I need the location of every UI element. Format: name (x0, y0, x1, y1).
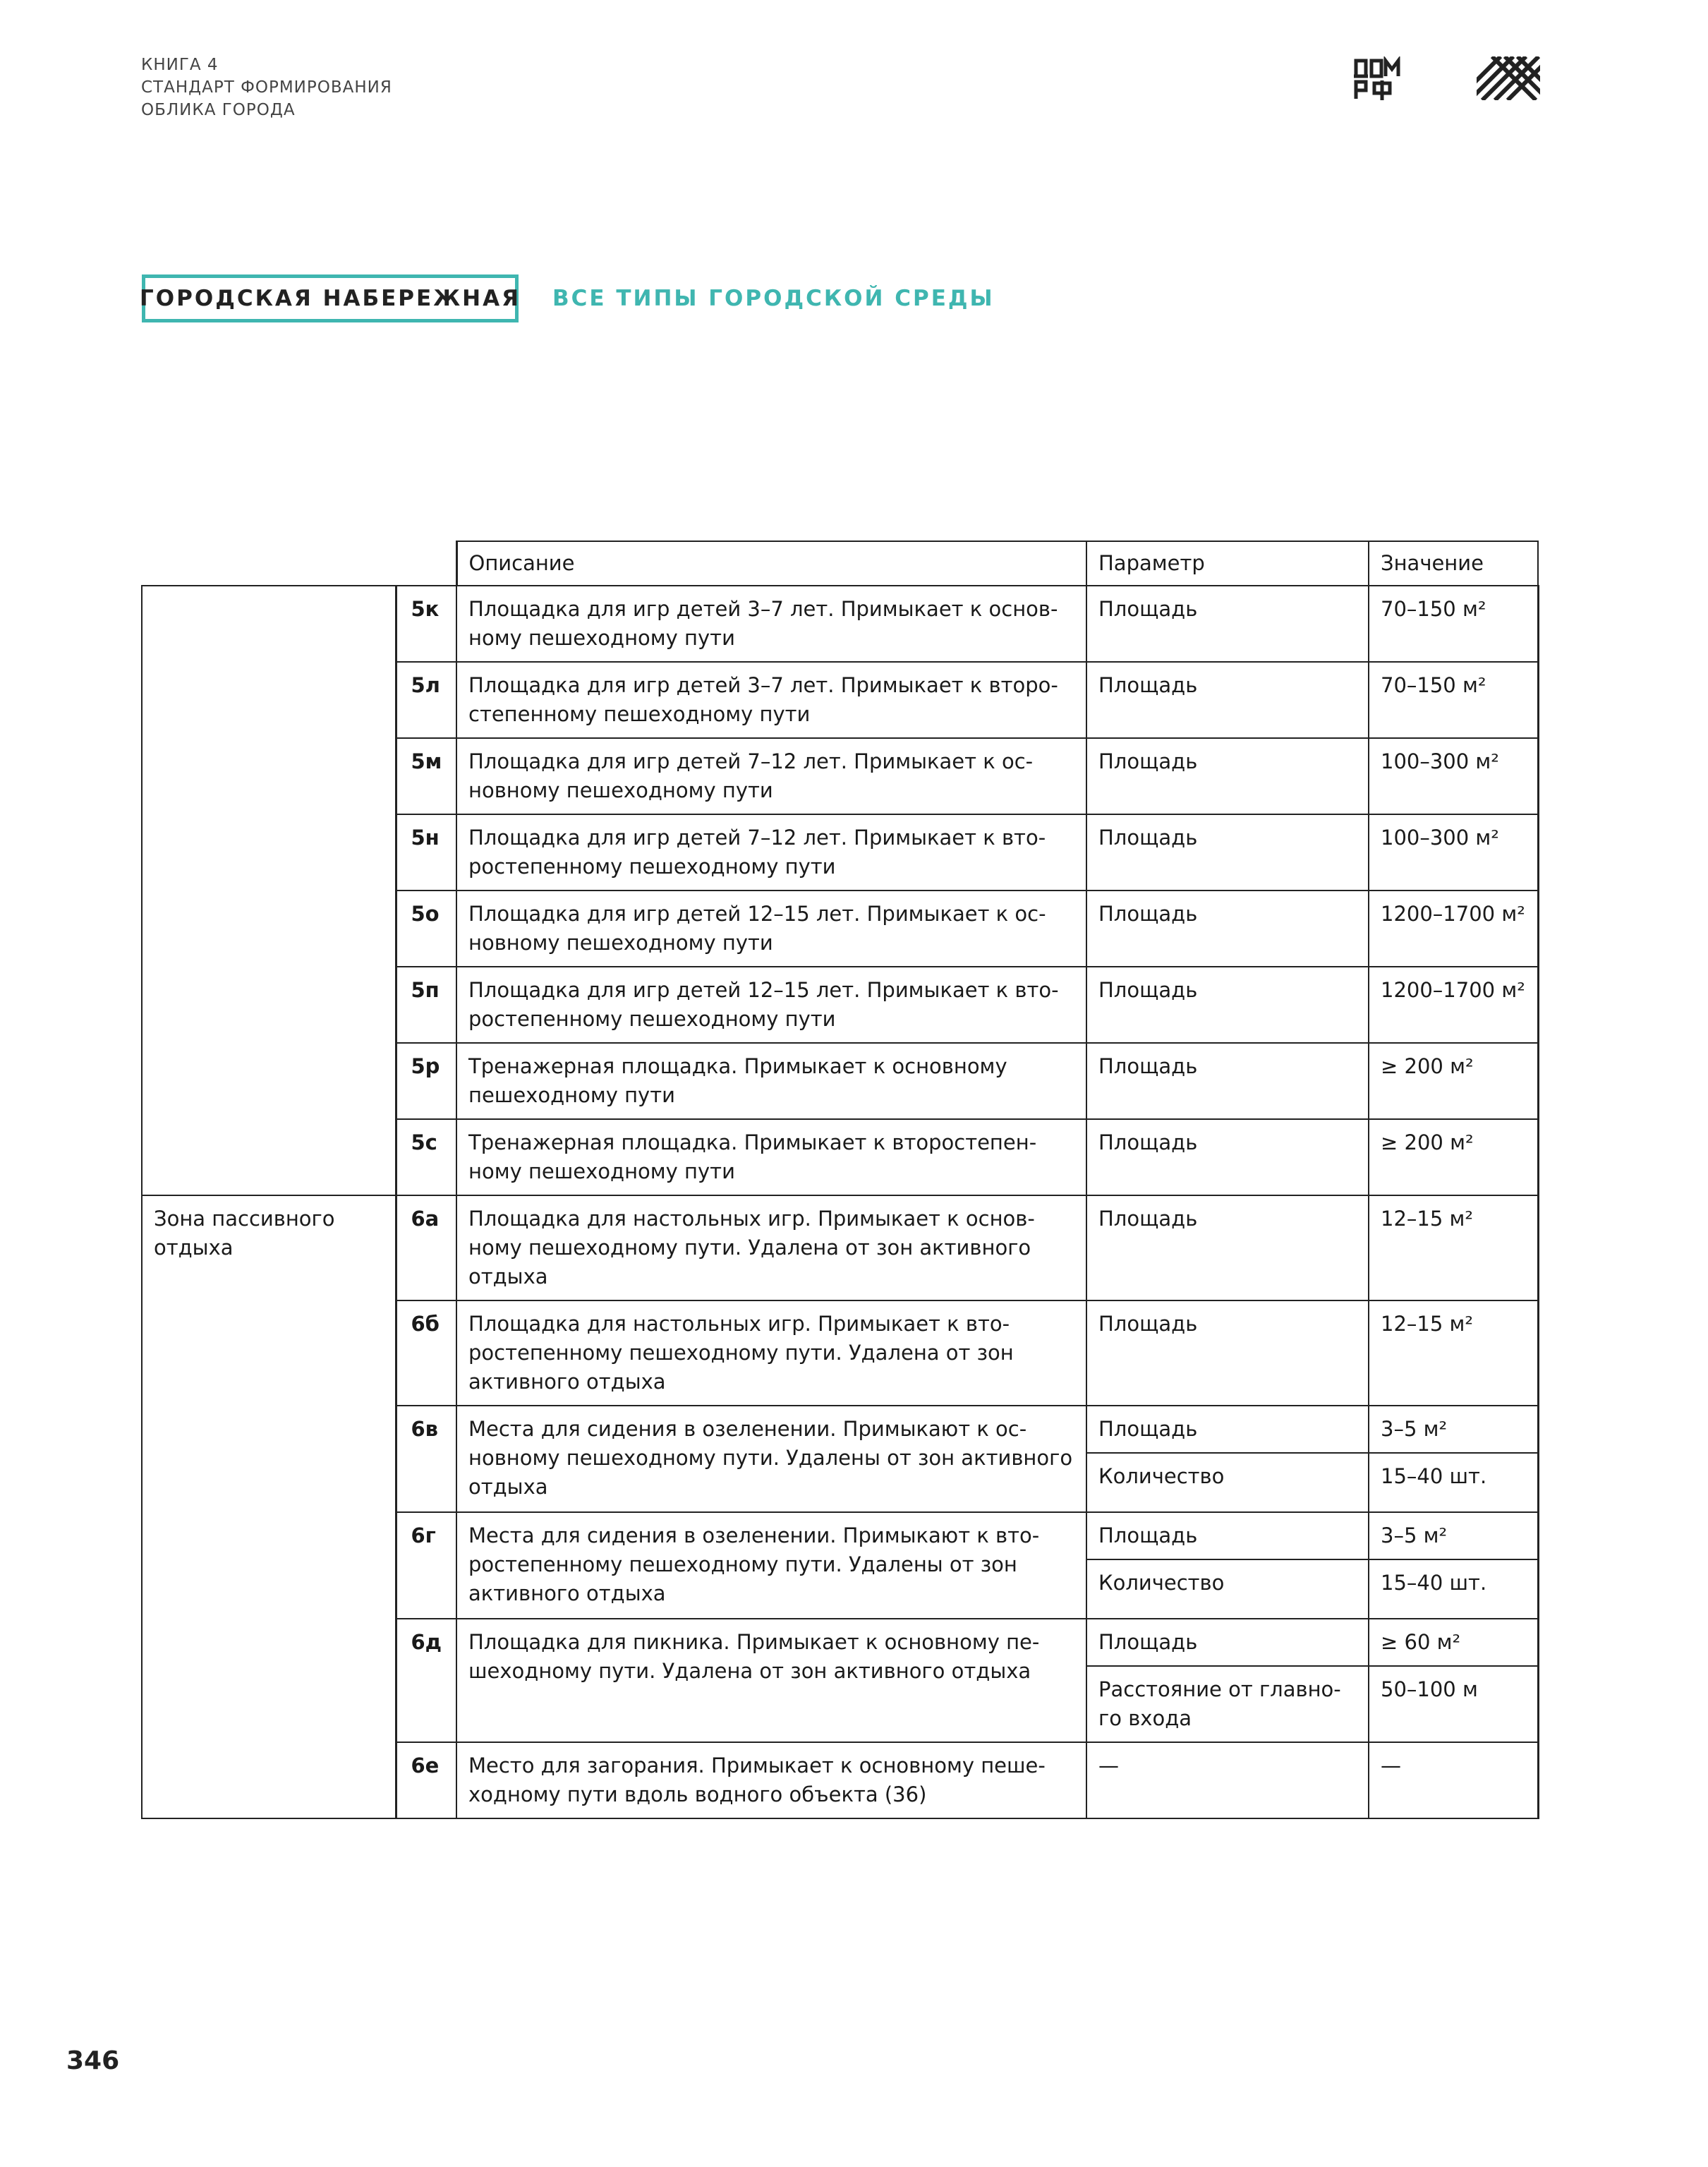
playgrounds-parameters-table (141, 541, 1539, 1819)
header-spacer (142, 541, 456, 586)
row-code: 5о (396, 891, 456, 967)
row-value: 1200–1700 м² (1369, 967, 1538, 1043)
row-code: 6б (396, 1300, 456, 1406)
row-code: 5л (396, 662, 456, 738)
row-parameter: Площадь (1086, 814, 1369, 891)
table-row (142, 586, 1538, 662)
row-value: 1200–1700 м² (1369, 891, 1538, 967)
row-parameter: Расстояние от главного входа (1086, 1666, 1369, 1742)
row-code: 5р (396, 1043, 456, 1119)
row-value: 12–15 м² (1369, 1195, 1538, 1300)
row-code: 5н (396, 814, 456, 891)
row-code: 5п (396, 967, 456, 1043)
row-code: 6е (396, 1742, 456, 1818)
row-parameter: Площадь (1086, 1512, 1369, 1559)
row-code: 5м (396, 738, 456, 814)
row-value: 100–300 м² (1369, 738, 1538, 814)
table-row (142, 1195, 1538, 1300)
row-value: 100–300 м² (1369, 814, 1538, 891)
row-parameter: Площадь (1086, 891, 1369, 967)
row-code: 6а (396, 1195, 456, 1300)
row-parameter: Площадь (1086, 1195, 1369, 1300)
zone-passive-label: Зона пассивного отдыха (142, 1195, 396, 1818)
book-label-line-2: СТАНДАРТ ФОРМИРОВАНИЯ (141, 78, 392, 97)
row-parameter: Количество (1086, 1559, 1369, 1619)
row-description: Тренажерная площадка. Примыкает к второстепенному пешеходному пути (456, 1119, 1086, 1195)
row-parameter: — (1086, 1742, 1369, 1818)
header-description: Описание (456, 541, 1086, 586)
row-value: 3–5 м² (1369, 1512, 1538, 1559)
header-value: Значение (1369, 541, 1538, 586)
row-value: 15–40 шт. (1369, 1559, 1538, 1619)
row-parameter: Площадь (1086, 662, 1369, 738)
row-description: Места для сидения в озеленении. Примыкают к второстепенному пешеходному пути. Удалены от зон активного отдыха (456, 1512, 1086, 1619)
book-label-line-1: КНИГА 4 (141, 56, 219, 74)
row-description: Площадка для игр детей 3–7 лет. Примыкает к основному пешеходному пути (456, 586, 1086, 662)
row-value: 70–150 м² (1369, 586, 1538, 662)
row-description: Площадка для игр детей 7–12 лет. Примыкает к второстепенному пешеходному пути (456, 814, 1086, 891)
row-parameter: Площадь (1086, 1300, 1369, 1406)
dom-rf-logo-icon (1353, 56, 1404, 103)
row-value: 15–40 шт. (1369, 1453, 1538, 1512)
row-value: 70–150 м² (1369, 662, 1538, 738)
row-description: Площадка для настольных игр. Примыкает к основному пешеходному пути. Удалена от зон активного отдыха (456, 1195, 1086, 1300)
all-environment-types-link[interactable]: ВСЕ ТИПЫ ГОРОДСКОЙ СРЕДЫ (552, 286, 995, 311)
page-number: 346 (66, 2046, 120, 2075)
row-value: 12–15 м² (1369, 1300, 1538, 1406)
section-tag: ГОРОДСКАЯ НАБЕРЕЖНАЯ (142, 274, 519, 322)
zone-cell-empty (142, 586, 396, 1195)
row-code: 6д (396, 1619, 456, 1742)
book-label-line-3: ОБЛИКА ГОРОДА (141, 101, 296, 119)
row-description: Площадка для пикника. Примыкает к основному пешеходному пути. Удалена от зон активного отдыха (456, 1619, 1086, 1742)
row-code: 6г (396, 1512, 456, 1619)
diagonal-pattern-logo-icon (1477, 56, 1540, 100)
row-parameter: Площадь (1086, 967, 1369, 1043)
row-description: Площадка для игр детей 12–15 лет. Примыкает к основному пешеходному пути (456, 891, 1086, 967)
row-parameter: Площадь (1086, 1619, 1369, 1666)
row-description: Места для сидения в озеленении. Примыкают к основному пешеходному пути. Удалены от зон активного отдыха (456, 1406, 1086, 1512)
row-parameter: Количество (1086, 1453, 1369, 1512)
row-parameter: Площадь (1086, 1119, 1369, 1195)
row-description: Место для загорания. Примыкает к основному пешеходному пути вдоль водного объекта (36) (456, 1742, 1086, 1818)
row-value: — (1369, 1742, 1538, 1818)
book-label (141, 54, 392, 121)
row-value: ≥ 200 м² (1369, 1119, 1538, 1195)
row-code: 6в (396, 1406, 456, 1512)
row-code: 5с (396, 1119, 456, 1195)
row-description: Площадка для игр детей 3–7 лет. Примыкает к второстепенному пешеходному пути (456, 662, 1086, 738)
header-parameter: Параметр (1086, 541, 1369, 586)
table-header-row (142, 541, 1538, 586)
row-value: 50–100 м (1369, 1666, 1538, 1742)
row-value: ≥ 200 м² (1369, 1043, 1538, 1119)
row-description: Площадка для настольных игр. Примыкает к второстепенному пешеходному пути. Удалена от зон активного отдыха (456, 1300, 1086, 1406)
row-value: 3–5 м² (1369, 1406, 1538, 1453)
row-parameter: Площадь (1086, 1043, 1369, 1119)
row-description: Площадка для игр детей 7–12 лет. Примыкает к основному пешеходному пути (456, 738, 1086, 814)
row-code: 5к (396, 586, 456, 662)
row-parameter: Площадь (1086, 586, 1369, 662)
row-parameter: Площадь (1086, 738, 1369, 814)
row-value: ≥ 60 м² (1369, 1619, 1538, 1666)
row-description: Площадка для игр детей 12–15 лет. Примыкает к второстепенному пешеходному пути (456, 967, 1086, 1043)
row-description: Тренажерная площадка. Примыкает к основному пешеходному пути (456, 1043, 1086, 1119)
row-parameter: Площадь (1086, 1406, 1369, 1453)
